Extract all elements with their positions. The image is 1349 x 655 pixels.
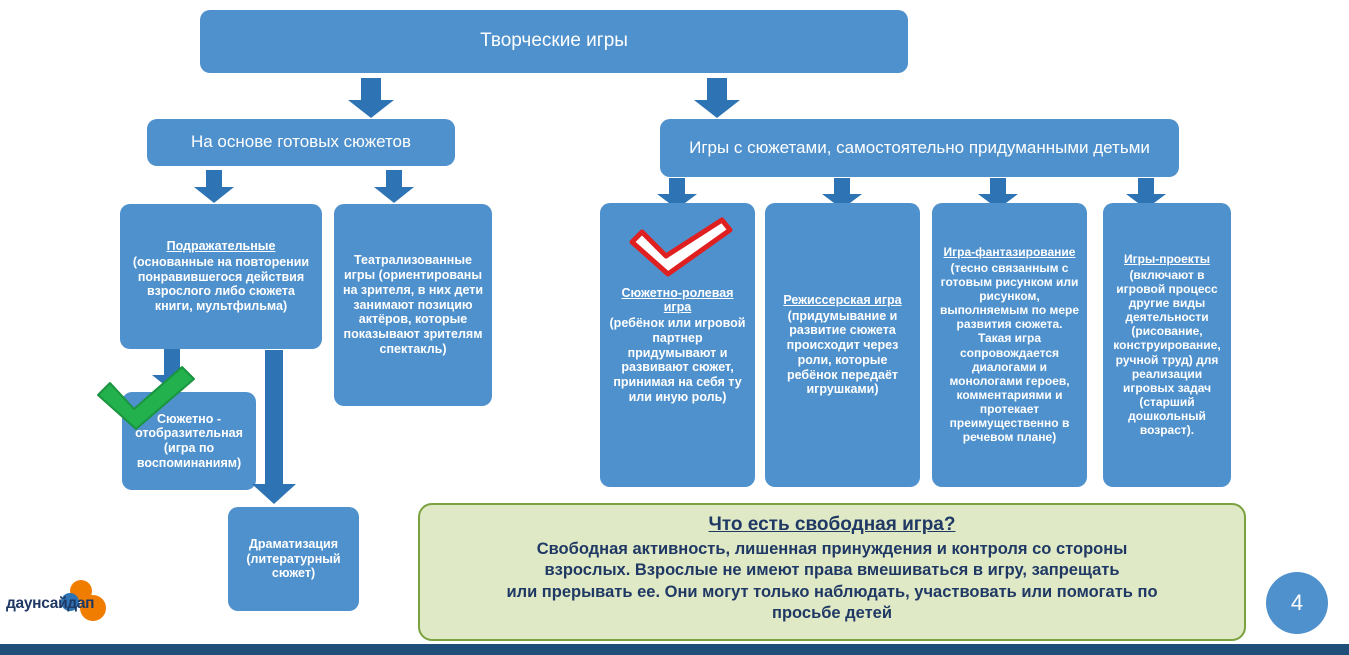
- node-branch-left-label: На основе готовых сюжетов: [190, 132, 412, 152]
- node-fantasy-play[interactable]: [932, 203, 1087, 487]
- node-dramatization[interactable]: [228, 507, 359, 611]
- node-root[interactable]: [200, 10, 908, 73]
- node-director-play-body: (придумывание и развитие сюжета происходит через роли, которые ребёнок передаёт игрушками): [786, 308, 899, 397]
- left-margin: [0, 0, 112, 644]
- free-play-callout: [418, 503, 1246, 641]
- callout-line-4: просьбе детей: [771, 603, 892, 622]
- node-fantasy-play-body: (тесно связанным с готовым рисунком или рисунком, выполняемым по мере развития сюжета. Такая игра сопровождается диалогами и монологами героев, комментариями и протекает преимущественно в речевом плане): [939, 260, 1080, 445]
- green-check-icon: [94, 365, 198, 433]
- bottom-band: [0, 644, 1349, 655]
- callout-line-3: или прерывать ее. Они могут только наблюдать, участвовать или помогать по: [506, 582, 1158, 601]
- node-imitative-body: (основанные на повторении понравившегося действия взрослого либо сюжета книги, мультфильма): [132, 254, 310, 314]
- node-project-play-header: Игры-проекты: [1124, 252, 1210, 267]
- node-dramatization-label: Драматизация (литературный сюжет): [246, 536, 341, 581]
- page-number-badge: [1266, 572, 1328, 634]
- node-role-play-header: Сюжетно-ролевая игра: [621, 285, 734, 315]
- arrow-theatrical-to-dramatization: [252, 350, 296, 508]
- node-theatrical-body: (ориентированы на зрителя, в них дети занимают позицию актёров, которые показывают зрителям спектакль): [342, 268, 484, 356]
- node-director-play[interactable]: [765, 203, 920, 487]
- node-role-play-body: (ребёнок или игровой партнер придумывают и развивают сюжет, принимая на себя ту или иную роль): [609, 316, 746, 404]
- node-project-play[interactable]: [1103, 203, 1231, 487]
- node-director-play-header: Режиссерская игра: [783, 292, 902, 307]
- arrow-left-to-imitative: [194, 170, 234, 204]
- arrow-root-to-left: [348, 78, 394, 118]
- callout-line-1: Свободная активность, лишенная принуждения и контроля со стороны: [536, 540, 1128, 559]
- right-margin: [1250, 0, 1349, 644]
- logo-text: даунсайдап: [6, 595, 95, 612]
- page-number-label: 4: [1290, 590, 1304, 615]
- logo: [4, 575, 112, 627]
- node-theatrical-header: Театрализованные игры: [343, 253, 472, 283]
- node-branch-left[interactable]: [147, 119, 455, 166]
- arrow-left-to-theatrical: [374, 170, 414, 204]
- callout-line-2: взрослых. Взрослые не имеют права вмешиваться в игру, запрещать: [544, 561, 1120, 580]
- node-project-play-body: (включают в игровой процесс другие виды деятельности (рисование, конструирование, ручной труд) для реализации игровых задач (старший дошкольный возраст).: [1113, 267, 1221, 438]
- node-branch-right[interactable]: [660, 119, 1179, 177]
- arrow-root-to-right: [694, 78, 740, 118]
- node-imitative-header: Подражательные: [166, 239, 276, 254]
- node-imitative[interactable]: [120, 204, 322, 349]
- node-branch-right-label: Игры с сюжетами, самостоятельно придуманными детьми: [689, 137, 1150, 157]
- node-theatrical[interactable]: [334, 204, 492, 406]
- node-root-label: Творческие игры: [480, 30, 628, 52]
- callout-question: Что есть свободная игра?: [708, 514, 956, 535]
- node-fantasy-play-header: Игра-фантазирование: [943, 245, 1076, 260]
- red-check-icon: [626, 216, 736, 278]
- node-display-play-label: Сюжетно - отобразительная (игра по воспоминаниям): [135, 411, 243, 470]
